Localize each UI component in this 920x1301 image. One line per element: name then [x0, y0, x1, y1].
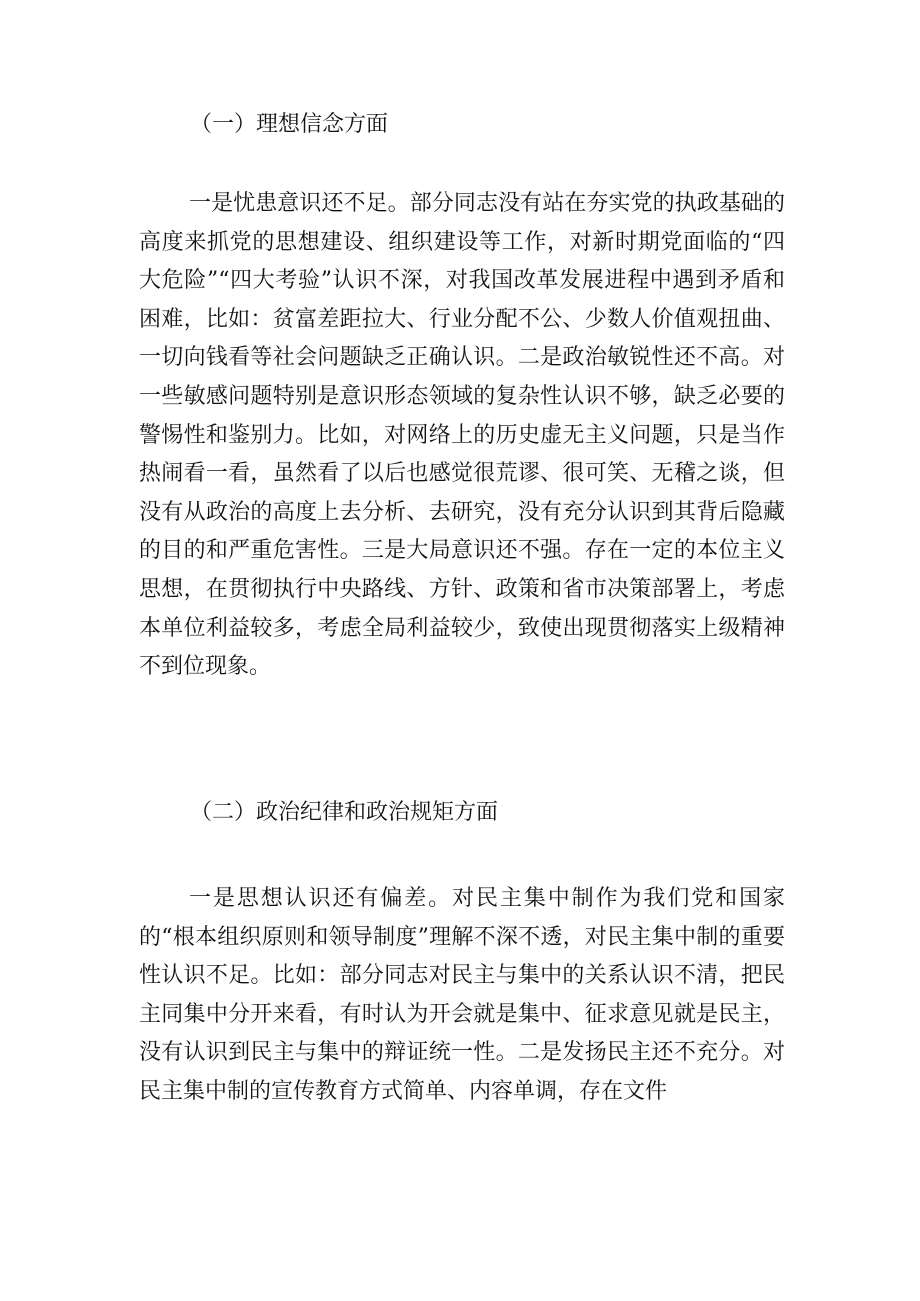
section-heading-ideals-beliefs: （一）理想信念方面: [190, 112, 389, 137]
section-paragraph-ideals-beliefs: 一是忧患意识还不足。部分同志没有站在夯实党的执政基础的高度来抓党的思想建设、组织建设等工作，对新时期党面临的“四大危险”“四大考验”认识不深，对我国改革发展进程中遇到矛盾和困难，比如：贫富差距拉大、行业分配不公、少数人价值观扭曲、一切向钱看等社会问题缺乏正确认识。二是政治敏锐性还不高。对一些敏感问题特别是意识形态领域的复杂性认识不够，缺乏必要的警惕性和鉴别力。比如，对网络上的历史虚无主义问题，只是当作热闹看一看，虽然看了以后也感觉很荒谬、很可笑、无稽之谈，但没有从政治的高度上去分析、去研究，没有充分认识到其背后隐藏的目的和严重危害性。三是大局意识还不强。存在一定的本位主义思想，在贯彻执行中央路线、方针、政策和省市决策部署上，考虑本单位利益较多，考虑全局利益较少，致使出现贯彻落实上级精神不到位现象。: [139, 191, 785, 680]
section-heading-political-discipline: （二）政治纪律和政治规矩方面: [190, 800, 499, 825]
section-paragraph-political-discipline: 一是思想认识还有偏差。对民主集中制作为我们党和国家的“根本组织原则和领导制度”理解不深不透，对民主集中制的重要性认识不足。比如：部分同志对民主与集中的关系认识不清，把民主同集中分开来看，有时认为开会就是集中、征求意见就是民主，没有认识到民主与集中的辩证统一性。二是发扬民主还不充分。对民主集中制的宣传教育方式简单、内容单调，存在文件: [139, 886, 785, 1104]
